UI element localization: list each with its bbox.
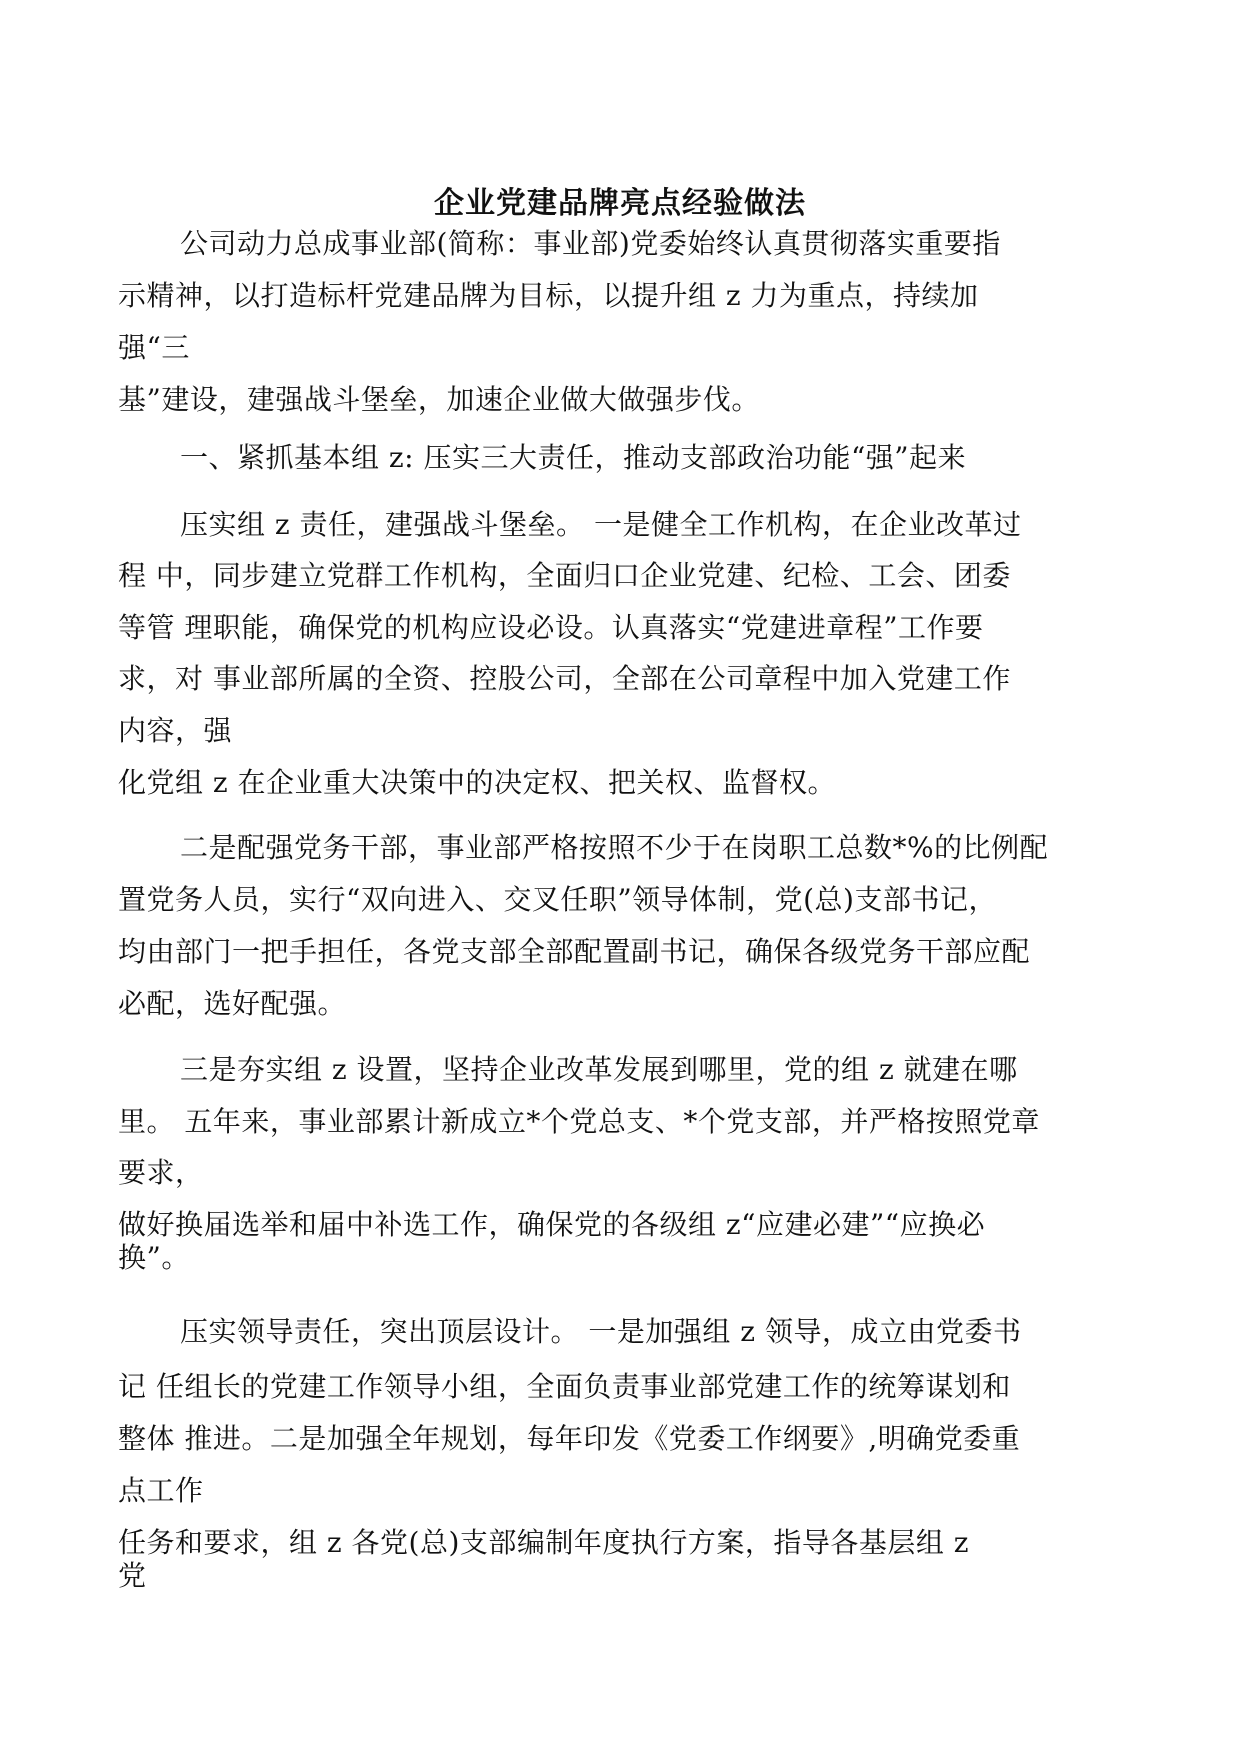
paragraph-line: 党 (118, 1559, 147, 1592)
section-heading: 一、紧抓基本组 z: 压实三大责任，推动支部政治功能“强”起来 (180, 441, 967, 474)
paragraph-line: 置党务人员，实行“双向进入、交叉任职”领导体制，党(总)支部书记， (118, 883, 997, 916)
paragraph-line: 二是配强党务干部，事业部严格按照不少于在岗职工总数*%的比例配 (180, 831, 1049, 864)
paragraph-line: 均由部门一把手担任，各党支部全部配置副书记，确保各级党务干部应配 (118, 935, 1031, 968)
paragraph-line: 整体 推进。二是加强全年规划，每年印发《党委工作纲要》,明确党委重 (118, 1422, 1021, 1455)
paragraph-line: 求，对 事业部所属的全资、控股公司，全部在公司章程中加入党建工作 (118, 662, 1011, 695)
paragraph-line: 记 任组长的党建工作领导小组，全面负责事业部党建工作的统筹谋划和 (118, 1370, 1011, 1403)
paragraph-line: 内容，强 (118, 714, 233, 747)
paragraph-line: 等管 理职能，确保党的机构应设必设。认真落实“党建进章程”工作要 (118, 611, 984, 644)
paragraph-line: 三是夯实组 z 设置，坚持企业改革发展到哪里，党的组 z 就建在哪 (180, 1053, 1018, 1086)
paragraph-line: 里。 五年来，事业部累计新成立*个党总支、*个党支部，并严格按照党章 (118, 1105, 1040, 1138)
paragraph-line: 压实领导责任，突出顶层设计。 一是加强组 z 领导，成立由党委书 (180, 1315, 1022, 1348)
paragraph-line: 程 中，同步建立党群工作机构，全面归口企业党建、纪检、工会、团委 (118, 559, 1011, 592)
paragraph-line: 必配，选好配强。 (118, 987, 347, 1020)
document-title: 企业党建品牌亮点经验做法 (434, 186, 806, 221)
paragraph-line: 化党组 z 在企业重大决策中的决定权、把关权、监督权。 (118, 766, 837, 799)
paragraph-line: 压实组 z 责任，建强战斗堡垒。 一是健全工作机构，在企业改革过 (180, 508, 1022, 541)
paragraph-line: 公司动力总成事业部(简称：事业部)党委始终认真贯彻落实重要指 (180, 227, 1001, 260)
paragraph-line: 强“三 (118, 331, 190, 364)
paragraph-line: 要求， (118, 1156, 204, 1189)
paragraph-line: 任务和要求，组 z 各党(总)支部编制年度执行方案，指导各基层组 z (118, 1526, 970, 1559)
paragraph-line: 点工作 (118, 1474, 204, 1507)
paragraph-line: 基”建设，建强战斗堡垒，加速企业做大做强步伐。 (118, 383, 760, 416)
paragraph-line: 换”。 (118, 1241, 190, 1274)
paragraph-line: 示精神，以打造标杆党建品牌为目标，以提升组 z 力为重点，持续加 (118, 279, 979, 312)
paragraph-line: 做好换届选举和届中补选工作，确保党的各级组 z“应建必建”“应换必 (118, 1208, 986, 1241)
